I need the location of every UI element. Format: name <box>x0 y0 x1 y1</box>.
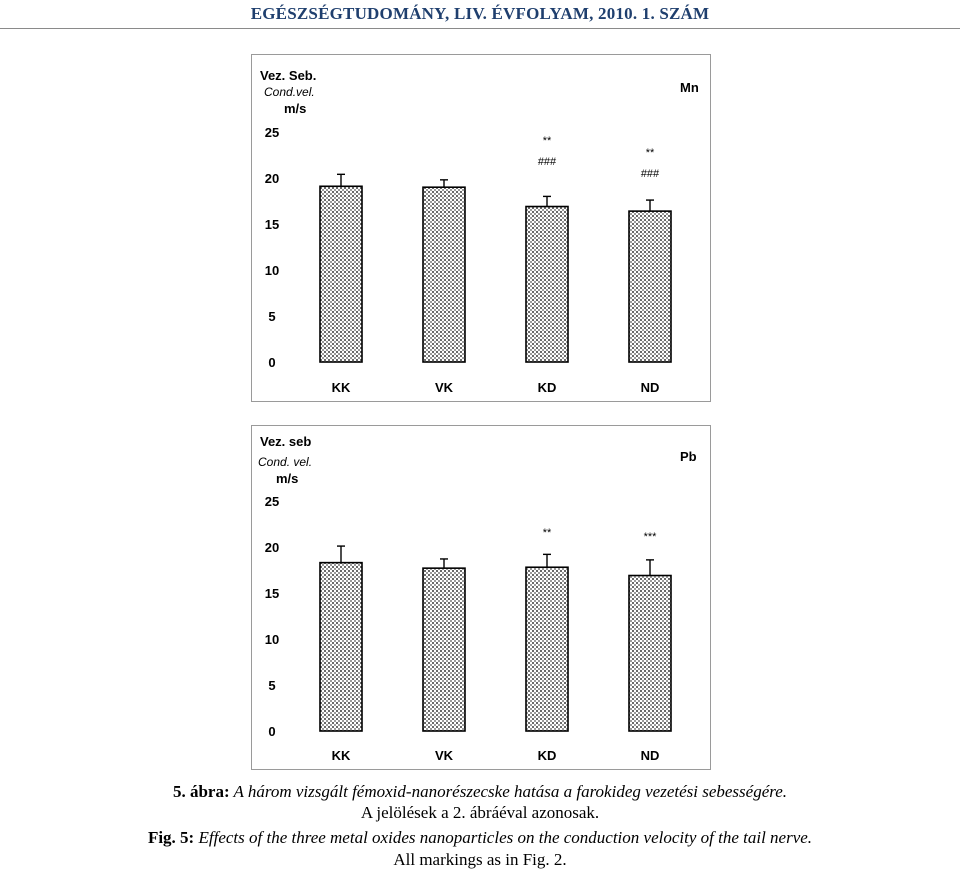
chart-panel-pb <box>251 425 711 770</box>
caption-en-text: Effects of the three metal oxides nanoparticles on the conduction velocity of the tail nerve. <box>194 828 813 847</box>
x-tick-label-nd: ND <box>640 748 660 763</box>
panel-label-mn: Mn <box>680 80 699 95</box>
x-tick-label-kk: KK <box>331 748 351 763</box>
y-tick-label: 0 <box>268 724 276 739</box>
bar-kk <box>320 186 362 362</box>
caption-en <box>0 828 960 848</box>
y-tick-label: 25 <box>264 125 280 140</box>
bar-kd <box>526 207 568 362</box>
significance-marker: ### <box>537 156 557 168</box>
panel-label-pb: Pb <box>680 449 697 464</box>
bar-vk <box>423 187 465 362</box>
significance-marker: *** <box>643 531 657 543</box>
y-axis-label-line-3: m/s <box>276 471 299 486</box>
y-axis-label-line-2: Cond.vel. <box>264 85 315 99</box>
caption-hu <box>0 782 960 802</box>
header-divider <box>0 28 960 29</box>
journal-header: EGÉSZSÉGTUDOMÁNY, LIV. ÉVFOLYAM, 2010. 1. SZÁM <box>250 4 710 23</box>
y-tick-label: 25 <box>264 494 280 509</box>
y-axis-label-line-1: Vez. seb <box>260 434 312 449</box>
x-tick-label-vk: VK <box>434 748 454 763</box>
y-tick-label: 15 <box>264 217 280 232</box>
y-tick-label: 15 <box>264 586 280 601</box>
bar-chart-mn <box>252 55 710 401</box>
caption-hu-note: A jelölések a 2. ábráéval azonosak. <box>360 803 600 822</box>
x-tick-label-kd: KD <box>537 748 557 763</box>
significance-marker: ** <box>645 147 655 159</box>
y-tick-label: 5 <box>268 678 276 693</box>
x-tick-label-kk: KK <box>331 380 351 395</box>
y-axis-label-line-2: Cond. vel. <box>258 455 313 469</box>
y-tick-label: 20 <box>264 171 280 186</box>
y-axis-label-line-1: Vez. Seb. <box>260 68 317 83</box>
bar-vk <box>423 568 465 731</box>
y-tick-label: 10 <box>264 632 280 647</box>
y-axis-label-line-3: m/s <box>284 101 307 116</box>
chart-panel-mn <box>251 54 711 402</box>
bar-kk <box>320 563 362 731</box>
x-tick-label-kd: KD <box>537 380 557 395</box>
y-tick-label: 10 <box>264 263 280 278</box>
bar-chart-pb <box>252 426 710 769</box>
y-tick-label: 20 <box>264 540 280 555</box>
significance-marker: ** <box>542 527 552 539</box>
bar-kd <box>526 567 568 731</box>
caption-en-note: All markings as in Fig. 2. <box>393 850 567 869</box>
caption-hu-prefix: 5. ábra: <box>172 782 230 801</box>
caption-en-prefix: Fig. 5: <box>147 828 195 847</box>
y-tick-label: 5 <box>268 309 276 324</box>
caption-hu-text: A három vizsgált fémoxid-nanorészecske hatása a farokideg vezetési sebességére. <box>229 782 788 801</box>
x-tick-label-vk: VK <box>434 380 454 395</box>
bar-nd <box>629 211 671 362</box>
x-tick-label-nd: ND <box>640 380 660 395</box>
y-tick-label: 0 <box>268 355 276 370</box>
significance-marker: ### <box>640 168 660 180</box>
significance-marker: ** <box>542 135 552 147</box>
bar-nd <box>629 576 671 731</box>
